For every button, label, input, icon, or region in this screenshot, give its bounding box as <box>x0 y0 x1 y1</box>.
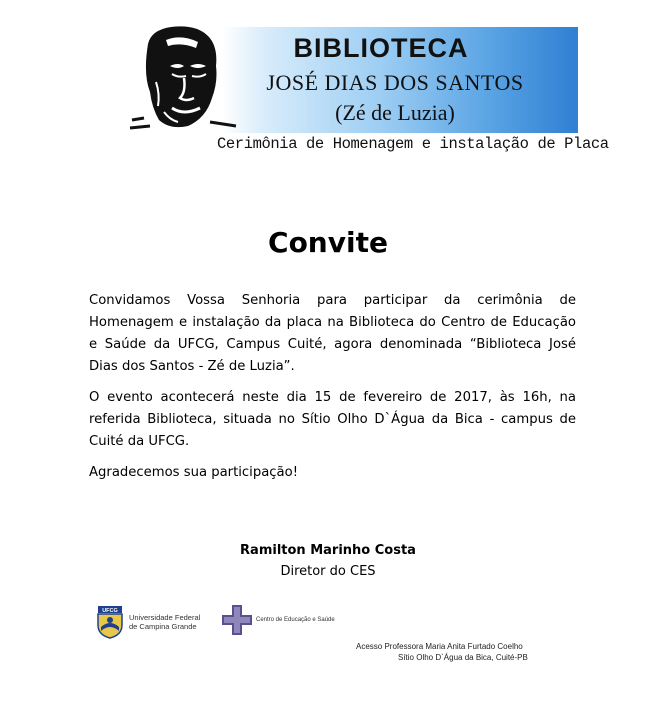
ces-cross-icon <box>220 604 254 636</box>
signature-block <box>0 540 656 582</box>
ufcg-badge-text: UFCG <box>102 608 118 614</box>
paragraph-thanks: Agradecemos sua participação! <box>89 465 298 480</box>
paragraph-invitation: Convidamos Vossa Senhoria para participar da cerimônia de Homenagem e instalação da placa na Biblioteca do Centro de Educação e Saúde da UFCG, Campus Cuité, agora denominada “Biblioteca José Dias dos Santos - Zé de Luzia”. <box>89 293 576 374</box>
ufcg-name <box>129 613 200 631</box>
signer-role: Diretor do CES <box>280 564 376 579</box>
ces-logo <box>220 604 335 636</box>
ufcg-line-2: de Campina Grande <box>129 622 197 631</box>
signer-name: Ramilton Marinho Costa <box>240 543 416 558</box>
ufcg-line-1: Universidade Federal <box>129 613 201 622</box>
paragraph-event: O evento acontecerá neste dia 15 de fevereiro de 2017, às 16h, na referida Biblioteca, situada no Sítio Olho D`Água da Bica - campus de Cuité da UFCG. <box>89 390 576 449</box>
address-line-2: Sítio Olho D`Água da Bica, Cuité-PB <box>398 653 528 662</box>
ces-label: Centro de Educação e Saúde <box>256 617 335 623</box>
address-block <box>356 641 528 663</box>
ufcg-logo <box>95 605 200 639</box>
banner-nickname: (Zé de Luzia) <box>335 100 455 125</box>
ufcg-crest-icon <box>95 605 125 639</box>
invitation-title: Convite <box>268 226 388 259</box>
address-line-1: Acesso Professora Maria Anita Furtado Coelho <box>356 642 523 651</box>
invitation-body <box>89 290 576 493</box>
banner-title: BIBLIOTECA <box>293 33 469 63</box>
banner-name: JOSÉ DIAS DOS SANTOS <box>266 70 524 95</box>
ceremony-caption: Cerimônia de Homenagem e instalação de Placa <box>217 135 609 153</box>
